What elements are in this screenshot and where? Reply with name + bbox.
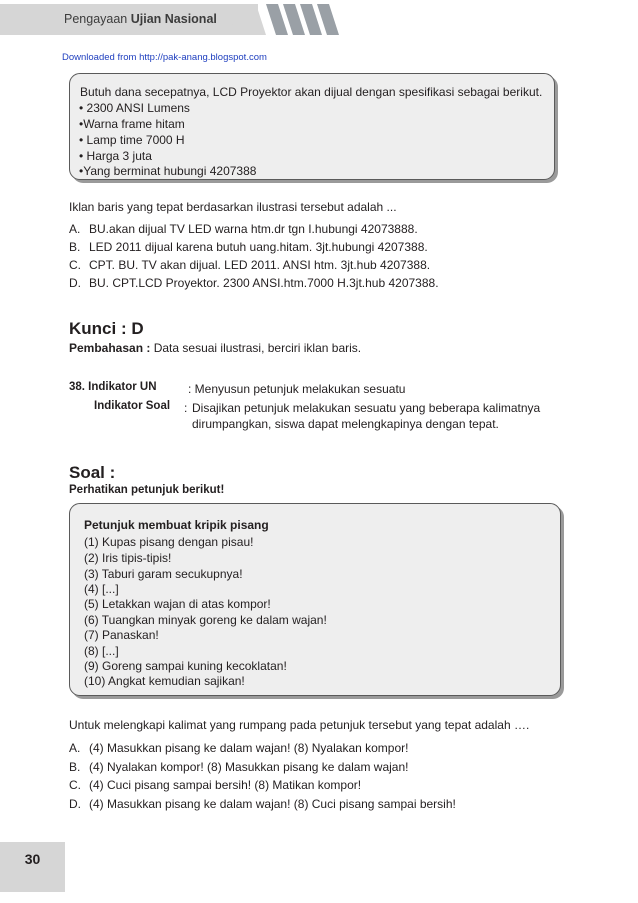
download-link[interactable]: Downloaded from http://pak-anang.blogspot.com	[62, 52, 267, 63]
pembahasan: Pembahasan : Data sesuai ilustrasi, berciri iklan baris.	[69, 341, 362, 355]
option-letter: C.	[69, 778, 81, 792]
option-text: (4) Masukkan pisang ke dalam wajan! (8) Cuci pisang sampai bersih!	[89, 797, 456, 811]
option-letter: D.	[69, 797, 81, 811]
option-text: BU.akan dijual TV LED warna htm.dr tgn I.hubungi 42073888.	[89, 222, 418, 236]
ad-item: • Harga 3 juta	[79, 149, 152, 163]
option-letter: B.	[69, 760, 81, 774]
indikator-un-label: 38. Indikator UN	[69, 381, 157, 393]
answer-key-title: Kunci : D	[69, 319, 144, 338]
instructions-title: Petunjuk membuat kripik pisang	[84, 518, 269, 532]
question2-prompt: Untuk melengkapi kalimat yang rumpang pada petunjuk tersebut yang tepat adalah ….	[69, 718, 530, 732]
page-number-box	[0, 842, 65, 892]
instruction-step: (8) [...]	[84, 644, 119, 658]
option-text: CPT. BU. TV akan dijual. LED 2011. ANSI htm. 3jt.hub 4207388.	[89, 258, 431, 272]
option-letter: A.	[69, 741, 81, 755]
instruction-step: (1) Kupas pisang dengan pisau!	[84, 535, 254, 549]
option-text: (4) Masukkan pisang ke dalam wajan! (8) Nyalakan kompor!	[89, 741, 409, 755]
indikator-un-text: : Menyusun petunjuk melakukan sesuatu	[188, 382, 406, 396]
option-letter: C.	[69, 258, 81, 272]
instruction-step: (7) Panaskan!	[84, 628, 159, 642]
option-text: (4) Cuci pisang sampai bersih! (8) Matikan kompor!	[89, 778, 362, 792]
indikator-soal-text: dirumpangkan, siswa dapat melengkapinya dengan tepat.	[192, 417, 499, 431]
ad-item: • Lamp time 7000 H	[79, 133, 185, 147]
ad-item: •Yang berminat hubungi 4207388	[79, 164, 257, 178]
header-title: Pengayaan Ujian Nasional	[64, 12, 217, 26]
indikator-soal-colon: :	[184, 401, 188, 415]
option-text: (4) Nyalakan kompor! (8) Masukkan pisang ke dalam wajan!	[89, 760, 409, 774]
soal-title: Soal :	[69, 463, 116, 482]
instruction-step: (3) Taburi garam secukupnya!	[84, 567, 243, 581]
indikator-soal-label: Indikator Soal	[94, 400, 171, 412]
instruction-step: (9) Goreng sampai kuning kecoklatan!	[84, 659, 287, 673]
page-number: 30	[24, 851, 41, 867]
header-stripes-decoration	[226, 4, 341, 35]
ad-item: • 2300 ANSI Lumens	[79, 101, 190, 115]
indikator-soal-text: Disajikan petunjuk melakukan sesuatu yang beberapa kalimatnya	[192, 401, 541, 415]
instruction-step: (4) [...]	[84, 582, 119, 596]
instruction-step: (2) Iris tipis-tipis!	[84, 551, 172, 565]
instruction-step: (10) Angkat kemudian sajikan!	[84, 674, 245, 688]
instruction-step: (5) Letakkan wajan di atas kompor!	[84, 597, 271, 611]
ad-intro: Butuh dana secepatnya, LCD Proyektor akan dijual dengan spesifikasi sebagai berikut.	[80, 85, 543, 99]
option-text: LED 2011 dijual karena butuh uang.hitam. 3jt.hubungi 4207388.	[89, 240, 428, 254]
question1-prompt: Iklan baris yang tepat berdasarkan ilustrasi tersebut adalah ...	[69, 200, 397, 214]
option-letter: A.	[69, 222, 81, 236]
soal-instruction: Perhatikan petunjuk berikut!	[69, 484, 225, 496]
option-letter: D.	[69, 276, 81, 290]
instruction-step: (6) Tuangkan minyak goreng ke dalam wajan!	[84, 613, 327, 627]
option-text: BU. CPT.LCD Proyektor. 2300 ANSI.htm.7000 H.3jt.hub 4207388.	[89, 276, 439, 290]
ad-item: •Warna frame hitam	[79, 117, 185, 131]
option-letter: B.	[69, 240, 81, 254]
